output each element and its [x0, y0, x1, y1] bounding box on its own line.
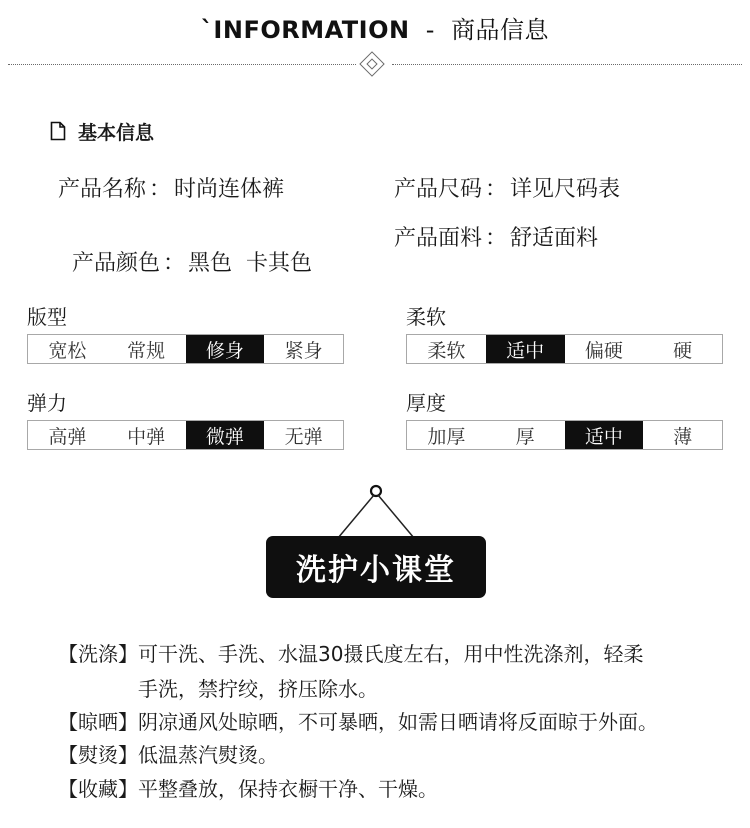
attr-option[interactable]: 常规 [127, 339, 166, 362]
info-colon: ： [149, 177, 172, 202]
info-value: 黑色 卡其色 [188, 251, 313, 276]
attr-selector-elasticity [27, 420, 344, 450]
attr-option[interactable]: 中弹 [127, 425, 166, 448]
attr-selector-fit [27, 334, 344, 364]
attr-option[interactable]: 柔软 [427, 339, 466, 362]
info-colon: ： [485, 226, 508, 251]
info-label: 产品名称 [58, 177, 147, 202]
info-colon: ： [485, 177, 508, 202]
attr-label-fit: 版型 [27, 305, 67, 329]
info-label: 产品颜色 [72, 251, 161, 276]
care-key: 【收藏】 [58, 777, 138, 801]
info-colon: ： [163, 251, 186, 276]
title-english: `INFORMATION [200, 16, 410, 44]
care-class-badge: 洗护小课堂 [266, 536, 486, 598]
attr-label-softness: 柔软 [406, 305, 446, 329]
attr-option-selected[interactable]: 适中 [486, 335, 565, 363]
info-row-fabric [394, 221, 598, 252]
attr-selector-softness [406, 334, 723, 364]
title-chinese: 商品信息 [451, 16, 550, 44]
care-item-ironing [58, 739, 278, 768]
info-value: 时尚连体裤 [174, 177, 285, 202]
attr-option[interactable]: 无弹 [284, 425, 323, 448]
care-item-washing [58, 638, 643, 667]
info-value: 舒适面料 [510, 226, 599, 251]
attr-option-selected[interactable]: 修身 [186, 335, 265, 363]
care-text: 平整叠放，保持衣橱干净、干燥。 [138, 777, 438, 801]
care-item-storage [58, 773, 438, 802]
hanger-icon [330, 480, 422, 542]
attr-option[interactable]: 偏硬 [584, 339, 623, 362]
attr-option[interactable]: 厚 [515, 425, 535, 448]
attr-option-selected[interactable]: 微弹 [186, 421, 265, 449]
info-row-size [394, 172, 620, 203]
attr-option[interactable]: 加厚 [427, 425, 466, 448]
care-text: 阴凉通风处晾晒，不可暴晒，如需日晒请将反面晾于外面。 [138, 710, 658, 734]
care-key: 【洗涤】 [58, 642, 138, 666]
care-item-drying [58, 706, 658, 735]
care-text: 低温蒸汽熨烫。 [138, 743, 278, 767]
info-row-color [58, 221, 312, 277]
page-title [0, 10, 750, 45]
care-key: 【晾晒】 [58, 710, 138, 734]
title-separator: - [425, 16, 435, 44]
care-key: 【熨烫】 [58, 743, 138, 767]
basic-info-title: 基本信息 [78, 122, 155, 144]
attr-option[interactable]: 紧身 [284, 339, 323, 362]
attr-option-selected[interactable]: 适中 [565, 421, 644, 449]
document-icon [50, 121, 66, 141]
attr-option[interactable]: 宽松 [48, 339, 87, 362]
header-divider-right [392, 64, 742, 65]
attr-selector-thickness [406, 420, 723, 450]
info-value: 详见尺码表 [510, 177, 621, 202]
info-label: 产品面料 [394, 226, 483, 251]
care-item-washing-cont: 手洗，禁拧绞，挤压除水。 [138, 677, 378, 701]
care-text: 可干洗、手洗、水温30摄氏度左右，用中性洗涤剂，轻柔 [138, 642, 644, 666]
attr-label-thickness: 厚度 [406, 391, 446, 415]
header-divider-left [8, 64, 356, 65]
info-label: 产品尺码 [394, 177, 483, 202]
attr-option[interactable]: 薄 [673, 425, 693, 448]
attr-label-elasticity: 弹力 [27, 391, 67, 415]
attr-option[interactable]: 硬 [673, 339, 693, 362]
attr-option[interactable]: 高弹 [48, 425, 87, 448]
info-row-name [58, 172, 284, 203]
